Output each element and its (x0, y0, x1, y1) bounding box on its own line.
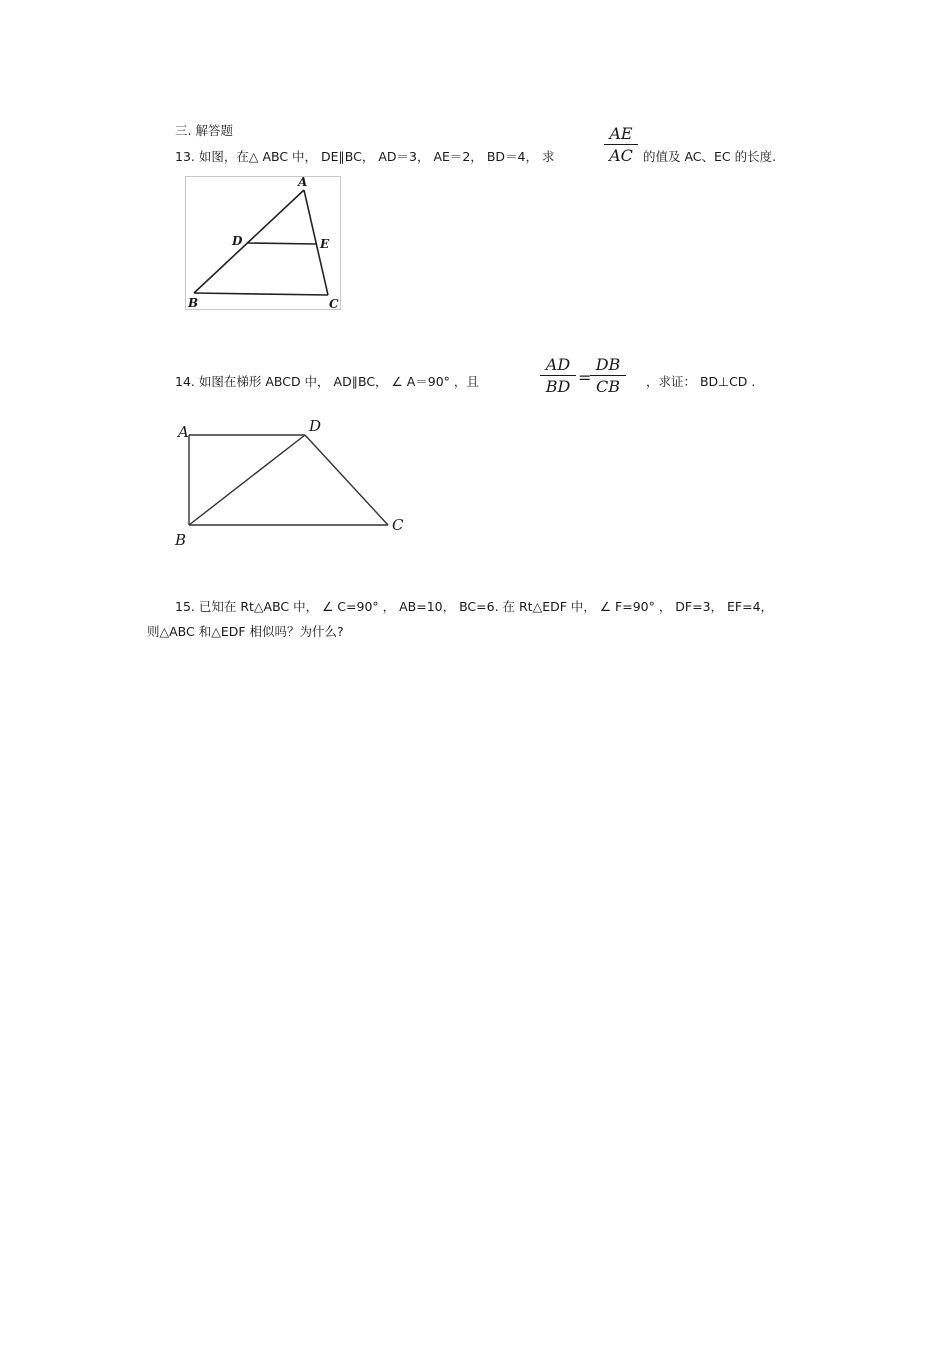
q14-fraction-left-numerator: AD (545, 355, 571, 374)
q13-text-before: 13. 如图，在△ ABC 中， DE∥BC， AD＝3， AE＝2， BD＝4， 求 (175, 149, 555, 164)
q14-fraction-right-numerator: DB (595, 355, 621, 374)
segment-dc (305, 435, 388, 525)
q14-equals-sign: = (578, 368, 592, 387)
q14-fraction-left (540, 355, 576, 396)
q13-fraction-numerator: AE (609, 124, 633, 143)
q14-fraction-left-denominator: BD (545, 377, 571, 396)
segment-ab (194, 190, 304, 293)
label-c: C (392, 516, 404, 534)
q13-triangle-figure (185, 176, 342, 311)
section-heading: 三. 解答题 (175, 123, 233, 138)
q15-line-1: 15. 已知在 Rt△ABC 中， ∠ C=90° ， AB=10， BC=6. 在 Rt△EDF 中， ∠ F=90° ， DF=3， EF=4， (175, 599, 774, 614)
fraction-bar (540, 375, 576, 376)
q13-fraction (604, 124, 638, 165)
q14-fraction-right (590, 355, 626, 396)
label-e: E (320, 237, 330, 251)
label-b: B (188, 296, 199, 310)
q14-trapezoid-figure (170, 415, 415, 555)
label-a: A (298, 175, 308, 189)
segment-bd (189, 435, 305, 525)
label-b: B (175, 531, 187, 549)
label-c: C (329, 297, 339, 311)
segment-bc (194, 293, 328, 295)
segment-de (247, 243, 316, 244)
label-a: A (178, 423, 189, 441)
q13-text-after: 的值及 AC、EC 的长度. (643, 149, 777, 164)
q14-text-before: 14. 如图在梯形 ABCD 中， AD∥BC， ∠ A＝90° ，且 (175, 374, 479, 389)
q14-text-after: ，求证： BD⊥CD . (646, 374, 756, 389)
fraction-bar (604, 144, 638, 145)
fraction-bar (590, 375, 626, 376)
q15-line-2: 则△ABC 和△EDF 相似吗？为什么? (147, 624, 344, 639)
label-d: D (232, 234, 243, 248)
label-d: D (309, 417, 322, 435)
q14-fraction-right-denominator: CB (596, 377, 620, 396)
q13-fraction-denominator: AC (609, 146, 633, 165)
